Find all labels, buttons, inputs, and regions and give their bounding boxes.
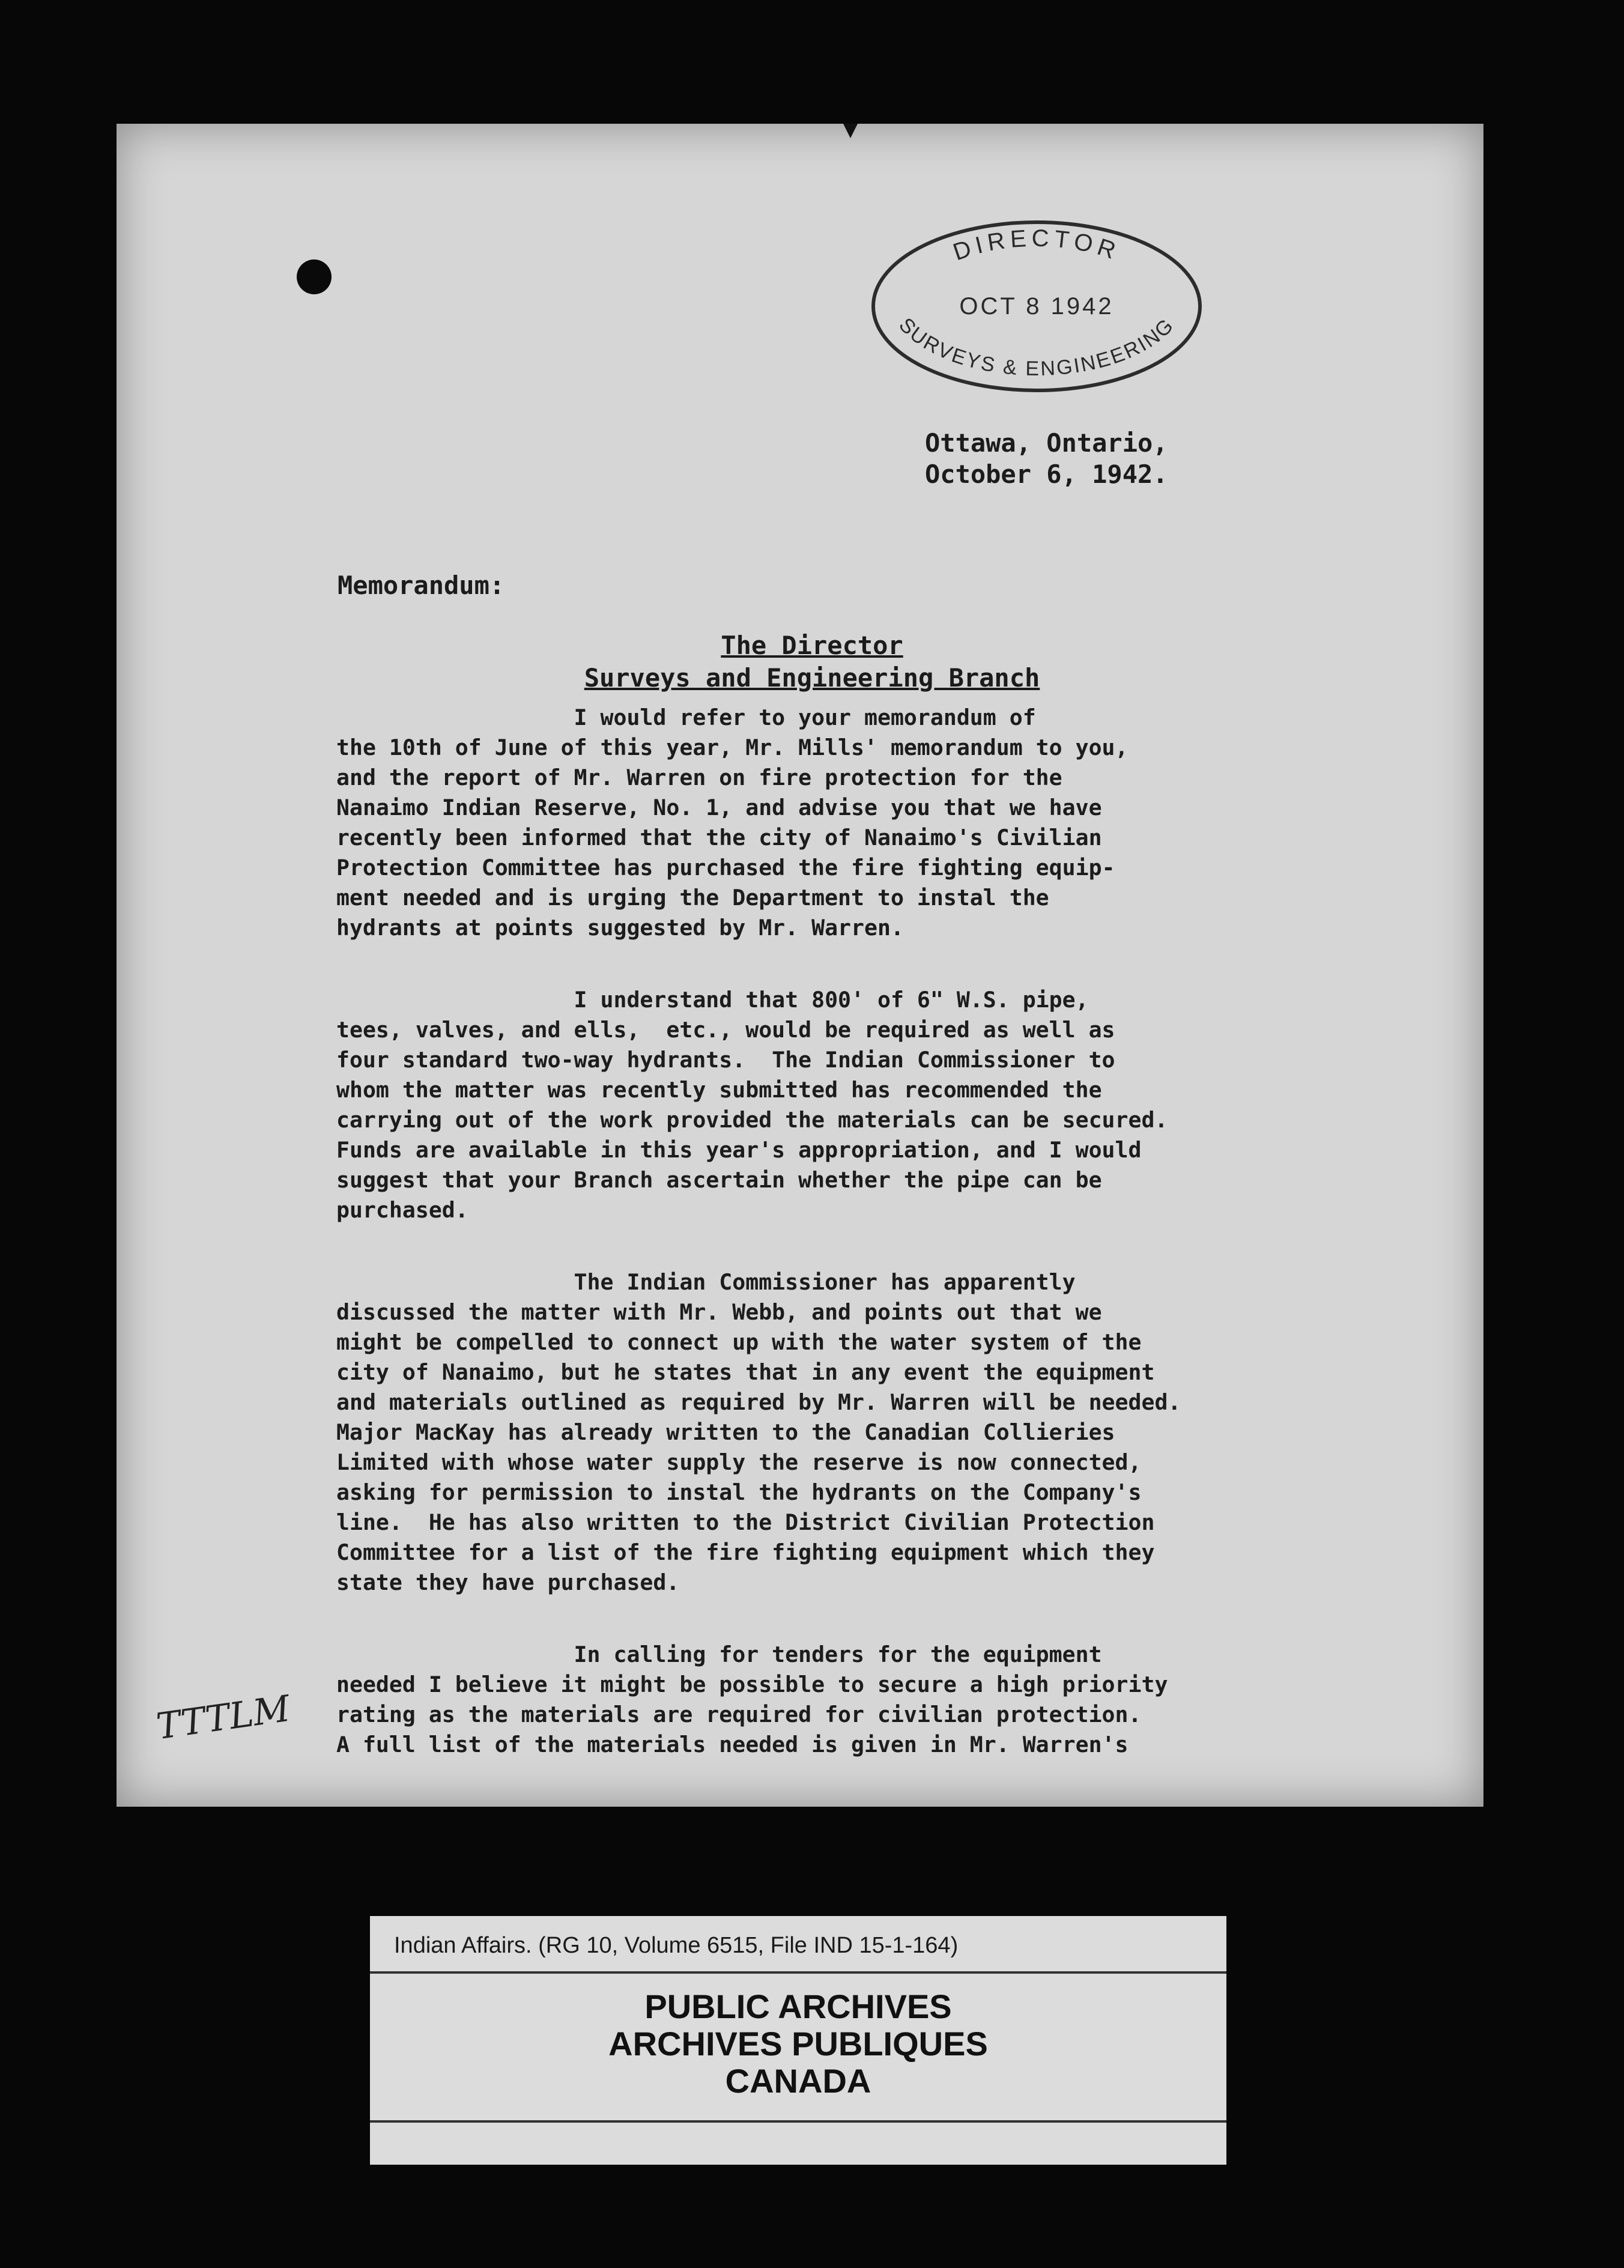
addressee-branch: Surveys and Engineering Branch [584,663,1040,693]
handwritten-initials: TTTLM [154,1687,293,1748]
memo-line: Limited with whose water supply the reserve is now connected, [336,1449,1142,1475]
memo-line: asking for permission to instal the hydrants on the Company's [336,1479,1142,1505]
memo-body [336,703,1417,1802]
memo-line: The Indian Commissioner has apparently [336,1269,1076,1295]
memo-line: Nanaimo Indian Reserve, No. 1, and advise you that we have [336,795,1102,820]
memo-line: purchased. [336,1197,468,1223]
memo-line: hydrants at points suggested by Mr. Warren. [336,915,904,941]
memo-line: A full list of the materials needed is given in Mr. Warren's [336,1732,1129,1757]
memo-line: In calling for tenders for the equipment [336,1642,1102,1667]
memo-line: Major MacKay has already written to the Canadian Collieries [336,1419,1115,1445]
memo-line: Protection Committee has purchased the fire fighting equip- [336,855,1115,881]
memo-line: four standard two-way hydrants. The Indian Commissioner to [336,1047,1115,1073]
corner-mark [843,124,858,138]
memo-line: needed I believe it might be possible to secure a high priority [336,1672,1168,1697]
place-and-date: Ottawa, Ontario, October 6, 1942. [925,428,1168,489]
memo-line: city of Nanaimo, but he states that in any event the equipment [336,1359,1155,1385]
stamp-date: OCT 8 1942 [959,293,1114,320]
memo-line: state they have purchased. [336,1569,680,1595]
memo-line: Committee for a list of the fire fighting equipment which they [336,1539,1155,1565]
memo-line: and the report of Mr. Warren on fire protection for the [336,765,1062,790]
memo-line: the 10th of June of this year, Mr. Mills' memorandum to you, [336,735,1129,760]
memo-paragraph [336,985,1417,1225]
memo-line: discussed the matter with Mr. Webb, and points out that we [336,1299,1102,1325]
addressee-title: The Director [721,631,903,660]
archive-name-line: PUBLIC ARCHIVES [644,1988,952,2025]
archive-label [370,1916,1226,2165]
label-divider-bottom [370,2120,1226,2123]
memo-line: Funds are available in this year's appropriation, and I would [336,1137,1142,1163]
memo-line: I understand that 800' of 6" W.S. pipe, [336,987,1089,1013]
memo-paragraph [336,1640,1417,1760]
memo-line: ment needed and is urging the Department to instal the [336,885,1049,911]
addressee-block [0,629,1624,694]
memo-line: line. He has also written to the District Civilian Protection [336,1509,1155,1535]
svg-text:DIRECTOR [950,225,1123,266]
memo-line: whom the matter was recently submitted has recommended the [336,1077,1102,1103]
memo-paragraph [336,1267,1417,1598]
label-divider-top [370,1971,1226,1974]
archive-reference: Indian Affairs. (RG 10, Volume 6515, File IND 15-1-164) [394,1933,959,1958]
received-stamp [862,216,1211,396]
punch-hole [297,259,332,294]
memo-line: and materials outlined as required by Mr. Warren will be needed. [336,1389,1181,1415]
memo-heading: Memorandum: [338,571,505,600]
memo-line: suggest that your Branch ascertain whether the pipe can be [336,1167,1102,1193]
memo-paragraph [336,703,1417,943]
stamp-bottom-text: SURVEYS & ENGINEERING [894,313,1179,381]
memo-line: might be compelled to connect up with the water system of the [336,1329,1142,1355]
memo-line: recently been informed that the city of Nanaimo's Civilian [336,825,1102,850]
archive-name [370,1988,1226,2100]
memo-line: tees, valves, and ells, etc., would be required as well as [336,1017,1115,1043]
memo-line: I would refer to your memorandum of [336,705,1036,730]
svg-text:SURVEYS & ENGINEERING [894,314,1179,380]
memo-line: carrying out of the work provided the materials can be secured. [336,1107,1168,1133]
memo-line: rating as the materials are required for civilian protection. [336,1702,1142,1727]
stamp-top-text: DIRECTOR [950,225,1124,266]
archive-name-line: CANADA [725,2062,871,2100]
archive-name-line: ARCHIVES PUBLIQUES [608,2025,988,2063]
